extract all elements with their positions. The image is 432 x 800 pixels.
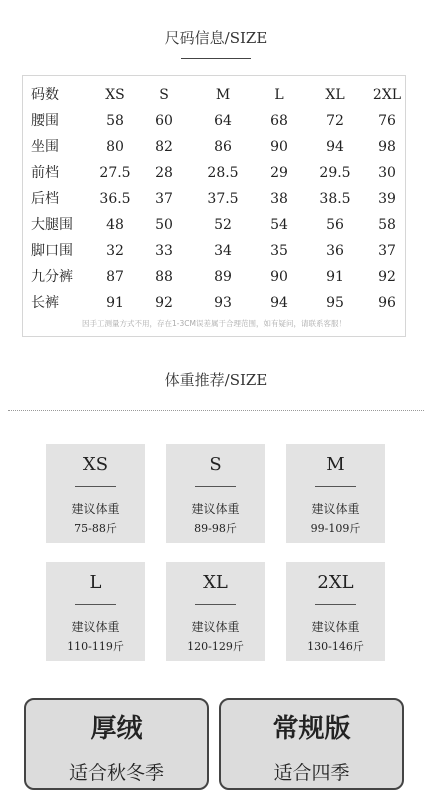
table-cell: 76 xyxy=(378,113,396,129)
table-cell: 92 xyxy=(155,295,173,311)
row-label: 前档 xyxy=(31,165,59,181)
table-cell: 94 xyxy=(326,139,344,155)
card-label: 建议体重 xyxy=(191,620,240,634)
card-divider xyxy=(75,486,116,487)
table-cell: 94 xyxy=(270,295,288,311)
card-divider xyxy=(315,486,356,487)
table-cell: 27.5 xyxy=(99,165,131,181)
row-label: 腰围 xyxy=(31,113,59,129)
card-divider xyxy=(75,604,116,605)
table-cell: 58 xyxy=(378,217,396,233)
table-cell: 91 xyxy=(326,269,344,285)
measurement-note: 因手工测量方式不用，存在1-3CM误差属于合理范围，如有疑问，请联系客服！ xyxy=(82,319,346,328)
table-cell: 80 xyxy=(106,139,124,155)
weight-recommendation-title: 体重推荐/SIZE xyxy=(164,371,268,389)
card-weight-range: 75-88斤 xyxy=(74,522,117,535)
card-size: S xyxy=(209,454,222,475)
row-label: 坐围 xyxy=(31,139,59,155)
table-cell: 28.5 xyxy=(207,165,239,181)
card-label: 建议体重 xyxy=(191,502,240,516)
table-cell: 50 xyxy=(155,217,173,233)
table-cell: 29.5 xyxy=(319,165,351,181)
table-cell: 39 xyxy=(378,191,396,207)
weight-card xyxy=(286,444,385,543)
weight-card xyxy=(46,562,145,661)
table-cell: 90 xyxy=(270,269,288,285)
table-cell: 37.5 xyxy=(207,191,239,207)
table-cell: 86 xyxy=(214,139,232,155)
dotted-divider xyxy=(8,410,424,411)
card-label: 建议体重 xyxy=(311,620,360,634)
table-cell: 38.5 xyxy=(319,191,351,207)
table-row xyxy=(23,264,405,290)
table-cell: L xyxy=(274,87,284,103)
card-size: 2XL xyxy=(317,572,354,593)
table-cell: 87 xyxy=(106,269,124,285)
table-cell: 88 xyxy=(155,269,173,285)
weight-card xyxy=(166,562,265,661)
table-cell: 91 xyxy=(106,295,124,311)
card-label: 建议体重 xyxy=(71,620,120,634)
table-row xyxy=(23,160,405,186)
table-cell: 90 xyxy=(270,139,288,155)
table-cell: S xyxy=(159,87,169,103)
table-cell: 58 xyxy=(106,113,124,129)
option-title: 厚绒 xyxy=(90,714,143,744)
row-label: 后档 xyxy=(31,191,59,207)
weight-card xyxy=(166,444,265,543)
card-size: L xyxy=(89,572,102,593)
card-weight-range: 120-129斤 xyxy=(187,640,244,653)
card-size: M xyxy=(326,454,345,475)
table-row xyxy=(23,108,405,134)
option-regular-button[interactable] xyxy=(219,698,404,790)
table-cell: 89 xyxy=(214,269,232,285)
table-cell: 35 xyxy=(270,243,288,259)
card-size: XS xyxy=(82,454,109,475)
table-cell: 93 xyxy=(214,295,232,311)
card-divider xyxy=(195,486,236,487)
table-cell: 37 xyxy=(378,243,396,259)
table-row xyxy=(23,134,405,160)
table-cell: M xyxy=(215,87,231,103)
table-cell: 72 xyxy=(326,113,344,129)
table-cell: XL xyxy=(325,87,345,103)
table-cell: 30 xyxy=(378,165,396,181)
table-cell: 36 xyxy=(326,243,344,259)
table-row xyxy=(23,238,405,264)
weight-card xyxy=(286,562,385,661)
card-weight-range: 130-146斤 xyxy=(307,640,364,653)
table-cell: 33 xyxy=(155,243,173,259)
table-cell: 60 xyxy=(155,113,173,129)
table-cell: 2XL xyxy=(372,87,402,103)
card-divider xyxy=(315,604,356,605)
table-cell: 48 xyxy=(106,217,124,233)
title-underline xyxy=(181,58,251,59)
table-cell: 64 xyxy=(214,113,232,129)
table-cell: 28 xyxy=(155,165,173,181)
table-cell: 37 xyxy=(155,191,173,207)
row-label: 脚口围 xyxy=(31,243,73,259)
table-row xyxy=(23,212,405,238)
table-cell: 36.5 xyxy=(99,191,131,207)
card-weight-range: 89-98斤 xyxy=(194,522,237,535)
row-label: 大腿围 xyxy=(31,217,73,233)
table-cell: 68 xyxy=(270,113,288,129)
size-table xyxy=(22,75,406,337)
table-cell: 96 xyxy=(378,295,396,311)
card-size: XL xyxy=(203,572,228,593)
card-label: 建议体重 xyxy=(71,502,120,516)
card-weight-range: 110-119斤 xyxy=(67,640,124,653)
row-label: 九分裤 xyxy=(31,269,73,285)
table-cell: 34 xyxy=(214,243,232,259)
table-cell: 54 xyxy=(270,217,288,233)
option-subtitle: 适合四季 xyxy=(273,762,350,784)
table-cell: 98 xyxy=(378,139,396,155)
card-divider xyxy=(195,604,236,605)
table-cell: 52 xyxy=(214,217,232,233)
row-label: 码数 xyxy=(31,87,59,103)
table-cell: 92 xyxy=(378,269,396,285)
card-weight-range: 99-109斤 xyxy=(310,522,361,535)
table-cell: 38 xyxy=(270,191,288,207)
weight-card xyxy=(46,444,145,543)
option-thick-fleece-button[interactable] xyxy=(24,698,209,790)
table-cell: 95 xyxy=(326,295,344,311)
table-cell: 29 xyxy=(270,165,288,181)
option-title: 常规版 xyxy=(272,714,351,744)
table-row xyxy=(23,290,405,316)
table-header-row xyxy=(23,82,405,108)
size-info-title: 尺码信息/SIZE xyxy=(164,29,268,47)
table-cell: XS xyxy=(105,87,125,103)
option-subtitle: 适合秋冬季 xyxy=(68,762,164,784)
table-cell: 32 xyxy=(106,243,124,259)
table-row xyxy=(23,186,405,212)
card-label: 建议体重 xyxy=(311,502,360,516)
row-label: 长裤 xyxy=(31,295,59,311)
table-cell: 56 xyxy=(326,217,344,233)
table-cell: 82 xyxy=(155,139,173,155)
